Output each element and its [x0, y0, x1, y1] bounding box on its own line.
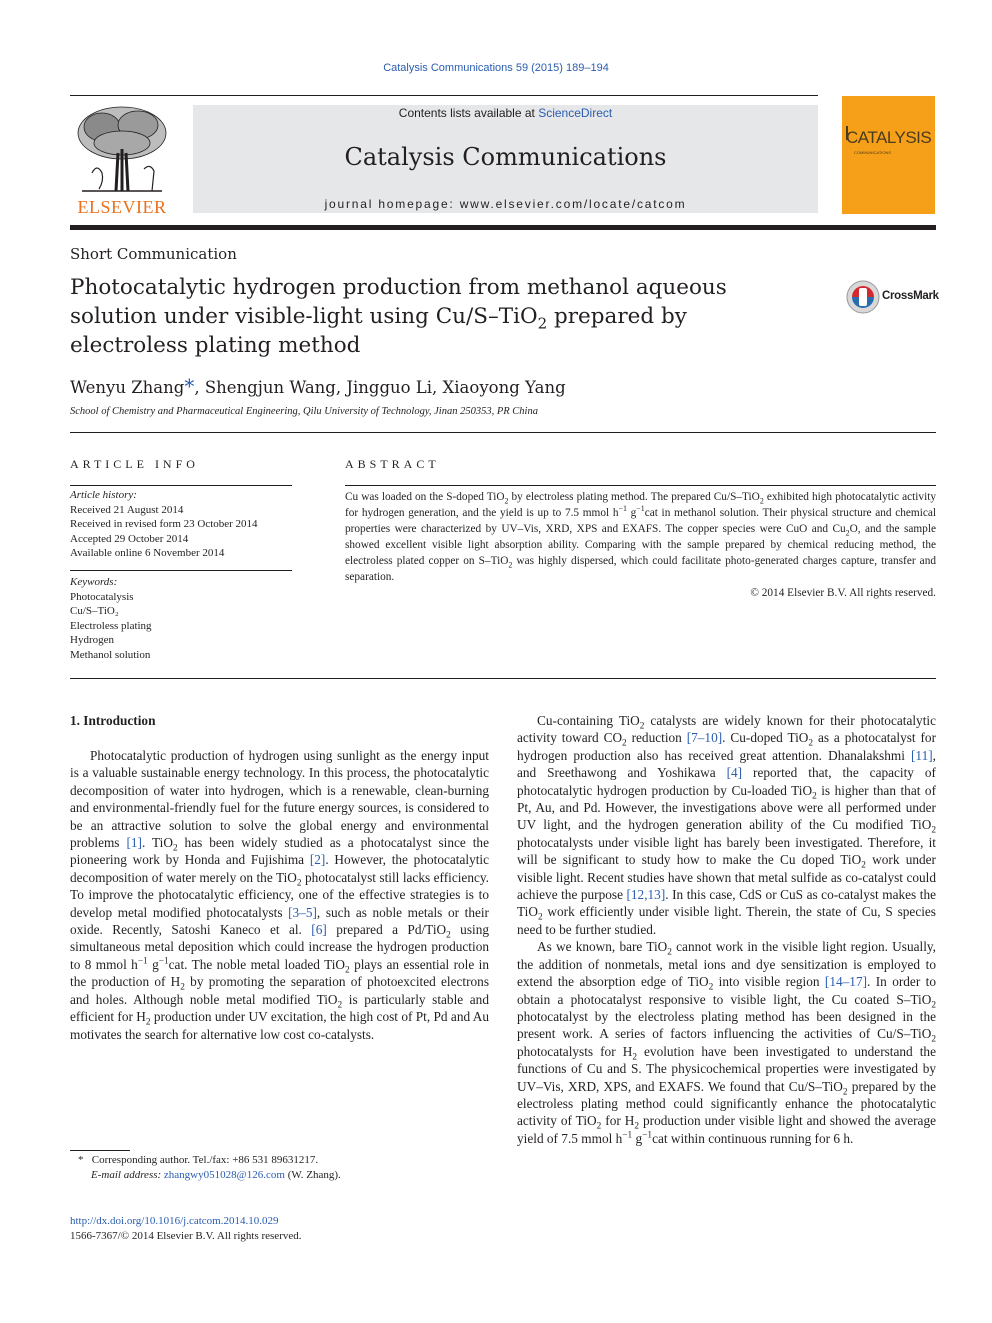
keyword-item: Cu/S–TiO₂: [70, 605, 119, 617]
footnote-email: E-mail address: zhangwy051028@126.com (W. Zhang).: [91, 1169, 341, 1181]
email-link[interactable]: zhangwy051028@126.com: [163, 1169, 285, 1181]
abstract-copyright: © 2014 Elsevier B.V. All rights reserved.: [750, 587, 936, 599]
sciencedirect-link[interactable]: ScienceDirect: [538, 106, 613, 120]
abstract-bottom-rule: [70, 678, 936, 679]
elsevier-tree-icon: [72, 103, 170, 195]
history-item: Received 21 August 2014: [70, 503, 184, 516]
keyword-item: Methanol solution: [70, 648, 151, 661]
page-footer: [70, 1214, 302, 1244]
affiliation: School of Chemistry and Pharmaceutical Engineering, Qilu University of Technology, Jinan 250353, PR China: [70, 406, 538, 417]
footnote-rule: [70, 1150, 130, 1151]
contents-line: [193, 105, 818, 120]
keyword-item: Electroless plating: [70, 619, 152, 632]
abstract-rule: [345, 485, 936, 486]
intro-paragraph: Cu-containing TiO$_2$ catalysts are widely known for their photocatalytic activity toward $CO_2$ reduction [7–10]. Cu-doped TiO$_2$ as a photocatalyst for hydrogen production also has received great attention. Dhanalakshmi [11], and Sreethawong and Yoshikawa [4] reported that, the capacity of photocatalytic hydrogen production by Cu-loaded TiO$_2$ is higher than that of Pt, Au, and Pd. However, the investigations above were all performed under UV light, and the hydrogen generation ability of the Cu modified TiO$_2$ photocatalysts under visible light has barely been investigated. Therefore, it will be significant to study how to make the Cu doped TiO$_2$ work under visible light. Recent studies have shown that metal sulfide as co-catalyst could achieve the purpose [12,13]. In this case, CdS or CuS as co-catalyst makes the TiO$_2$ work efficiently under visible light. Therein, the state of Cu, S species need to be further studied.: [517, 713, 937, 937]
history-item: Available online 6 November 2014: [70, 547, 225, 559]
keyword-item: Photocatalysis: [70, 590, 134, 603]
abstract-text: Cu was loaded on the S-doped TiO$_2$ by electroless plating method. The prepared Cu/S–TiO$_2$ exhibited high photocatalytic activity for hydrogen generation, and the yield is up to 7.5 mmol $h^{-1}$ $g^{-1}cat$ in methanol solution. Their physical structure and chemical properties were characterized by UV–Vis, XRD, XPS and EXAFS. The copper species were CuO and $Cu_2O$, and the sample showed excellent visible light absorption ability. Comparing with the sample prepared by chemical reducing method, the electroless plated copper on S–TiO$_2$ was highly dispersed, which could facilitate photo-generated charges capture, transfer and separation. © 2014 Elsevier B.V. All rights reserved.: [345, 491, 937, 599]
crossmark-badge[interactable]: [846, 280, 946, 316]
article-title: Photocatalytic hydrogen production from methanol aqueous solution under visible-light using Cu/S–TiO$_2$ prepared by electroless plating method: [70, 275, 727, 358]
journal-cover-thumbnail[interactable]: [842, 96, 935, 214]
journal-citation-link[interactable]: Catalysis Communications 59 (2015) 189–194: [383, 62, 609, 74]
article-history: [70, 488, 292, 561]
article-info-heading: ARTICLE INFO: [70, 457, 199, 471]
journal-title: Catalysis Communications: [344, 143, 667, 171]
doi-link[interactable]: http://dx.doi.org/10.1016/j.catcom.2014.10.029: [70, 1215, 279, 1227]
keywords: [70, 575, 292, 662]
intro-left-column: [70, 747, 489, 1043]
history-item: Received in revised form 23 October 2014: [70, 518, 258, 530]
intro-heading: 1. Introduction: [70, 713, 156, 728]
header-thick-rule: [70, 225, 936, 230]
history-item: Accepted 29 October 2014: [70, 532, 189, 545]
crossmark-icon: [846, 280, 880, 314]
footnote: [78, 1153, 498, 1183]
article-type: Short Communication: [70, 245, 237, 263]
keywords-label: Keywords:: [70, 576, 118, 588]
article-info-rule: [70, 485, 292, 486]
issn-line: 1566-7367/© 2014 Elsevier B.V. All rights reserved.: [70, 1230, 302, 1242]
affil-rule: [70, 432, 936, 433]
elsevier-wordmark: ELSEVIER: [77, 197, 167, 217]
keywords-rule: [70, 570, 292, 571]
header-rule: [70, 95, 818, 96]
keyword-item: Hydrogen: [70, 634, 114, 646]
contents-prefix: Contents lists available at: [398, 106, 539, 120]
abstract-heading: ABSTRACT: [345, 457, 440, 471]
journal-banner: [193, 105, 818, 213]
elsevier-logo: [70, 103, 174, 215]
journal-homepage[interactable]: journal homepage: www.elsevier.com/locate/catcom: [324, 197, 687, 211]
corresponding-author-star[interactable]: *: [184, 374, 195, 398]
intro-paragraph: As we known, bare TiO$_2$ cannot work in the visible light region. Usually, the addition of nonmetals, metal ions and dye sensitization is employed to extend the absorption edge of TiO$_2$ into visible region [14–17]. In order to obtain a photocatalyst responsive to visible light, the Cu coated S–TiO$_2$ photocatalyst by the electroless plating method has been designed in the present work. A series of factors influencing the activities of Cu/S–TiO$_2$ photocatalysts for $H_2$ evolution have been investigated to understand the functions of Cu and S. The physicochemical properties were investigated by UV–Vis, XRD, XPS, and EXAFS. We found that Cu/S–TiO$_2$ prepared by the electroless plating method could significantly enhance the photocatalytic activity of TiO$_2$ for $H_2$ production under visible light and showed the average yield of 7.5 mmol $h^{-1}$ $g^{-1}cat$ within continuous running for 6 h.: [517, 939, 936, 1146]
cover-title: CATALYSIS: [846, 128, 932, 147]
crossmark-label: CrossMark: [882, 290, 939, 302]
cover-subtitle: COMMUNICATIONS: [854, 150, 892, 155]
footnote-corresponding: * Corresponding author. Tel./fax: +86 531 89631217.: [78, 1154, 319, 1166]
history-label: Article history:: [70, 489, 137, 501]
intro-right-column: [517, 712, 936, 1147]
author-list: Wenyu Zhang*, Shengjun Wang, Jingguo Li, Xiaoyong Yang: [70, 374, 566, 398]
intro-paragraph: Photocatalytic production of hydrogen using sunlight as the energy input is a valuable sustainable energy technology. In this process, the photocatalytic decomposition of water into hydrogen, which is a renewable, clean-burning and environmental-friendly fuel for the future energy sources, is considered to be an attractive solution to solve the global energy and environmental problems [1]. TiO$_2$ has been widely studied as a photocatalyst since the pioneering work by Honda and Fujishima [2]. However, the photocatalytic decomposition of water merely on the TiO$_2$ photocatalyst still lacks efficiency. To improve the photocatalytic efficiency, one of the effective strategies is to develop metal modified photocatalysts [3–5], such as noble metals or their oxide. Recently, Satoshi Kaneco et al. [6] prepared a Pd/TiO$_2$ using simultaneous metal deposition which could increase the hydrogen production to 8 mmol $h^{-1}$ $g^{-1}cat$. The noble metal loaded TiO$_2$ plays an essential role in the production of $H_2$ by promoting the separation of photoexcited electrons and holes. Although noble metal modified TiO$_2$ is particularly stable and efficient for $H_2$ production under UV excitation, the high cost of Pt, Pd and Au motivates the search for alternative low cost co-catalysts.: [70, 748, 490, 1042]
